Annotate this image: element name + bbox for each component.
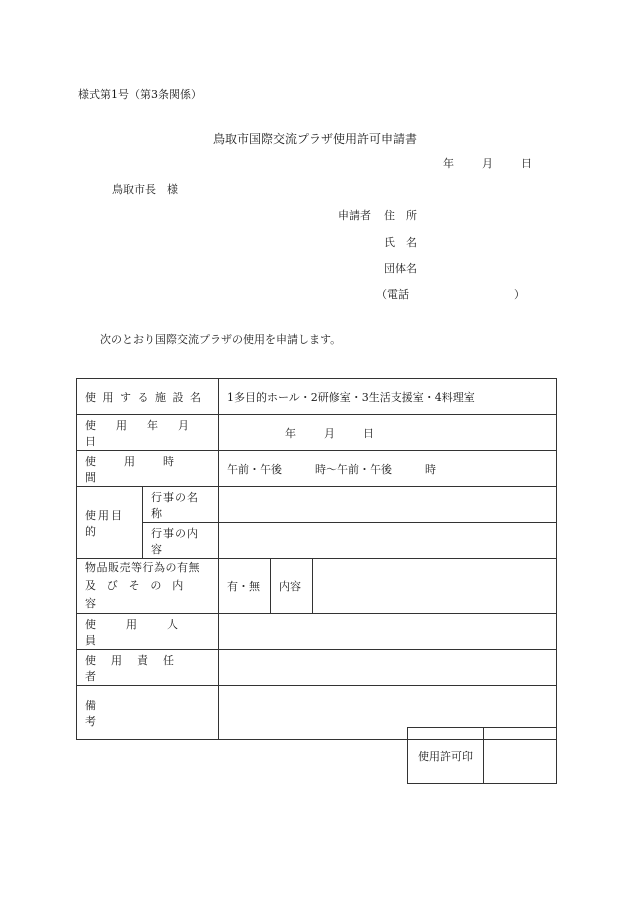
event-name-label: 行事の名称 <box>151 490 199 520</box>
intro-text: 次のとおり国際交流プラザの使用を申請します。 <box>100 333 342 346</box>
permit-stamp-box <box>407 727 557 784</box>
application-table <box>76 378 557 740</box>
responsible-label-cell <box>77 650 219 686</box>
form-title: 鳥取市国際交流プラザ使用許可申請書 <box>212 132 417 146</box>
addressee: 鳥取市長 様 <box>112 183 178 196</box>
date-value-cell[interactable] <box>219 415 557 451</box>
facility-label-cell <box>77 379 219 415</box>
table-row-event-content <box>77 523 557 559</box>
sales-choice: 有・無 <box>227 580 260 593</box>
stamp-row <box>408 728 557 784</box>
stamp-label: 使用許可印 <box>418 749 473 763</box>
purpose-label: 使用目的 <box>85 508 124 538</box>
facility-label <box>85 389 211 405</box>
date-month: 月 <box>482 157 493 170</box>
sales-label-line2: 及びその内容 <box>85 579 194 610</box>
table-row-time <box>77 451 557 487</box>
time-value-cell[interactable] <box>219 451 557 487</box>
date-year: 年 <box>443 157 454 170</box>
table-row-responsible <box>77 650 557 686</box>
applicant-label: 申請者 <box>338 209 371 222</box>
date-label: 使用年月日 <box>85 418 209 448</box>
remarks-label: 備考 <box>85 698 193 728</box>
stamp-area[interactable] <box>484 728 557 784</box>
time-options: 午前・午後 時～午前・午後 時 <box>227 462 436 476</box>
table-row-event-name <box>77 487 557 523</box>
sales-label-line1: 物品販売等行為の有無 <box>85 561 200 574</box>
submission-date <box>443 155 532 171</box>
date-day: 日 <box>521 157 532 170</box>
people-value-cell[interactable] <box>219 614 557 650</box>
time-label: 使用時間 <box>85 454 202 484</box>
sales-label-cell <box>77 559 219 614</box>
usage-year: 年 <box>285 426 296 440</box>
applicant-name-label: 氏 名 <box>384 236 417 249</box>
time-label-cell <box>77 451 219 487</box>
table-row-sales <box>77 559 557 614</box>
usage-day: 日 <box>363 426 374 440</box>
responsible-value-cell[interactable] <box>219 650 557 686</box>
purpose-label-cell <box>77 487 143 559</box>
table-row-facility <box>77 379 557 415</box>
sales-content-label: 内容 <box>279 580 301 593</box>
facility-label-text: 使用する施設名 <box>85 390 208 404</box>
sales-content-label-cell <box>271 559 313 614</box>
table-row-people <box>77 614 557 650</box>
applicant-address-label: 住 所 <box>384 209 417 222</box>
stamp-label-cell <box>408 728 484 784</box>
people-label-cell <box>77 614 219 650</box>
event-content-label: 行事の内容 <box>151 526 199 556</box>
remarks-label-cell <box>77 686 219 740</box>
facility-options: 1多目的ホール・2研修室・3生活支援室・4料理室 <box>227 390 475 404</box>
applicant-group-label: 団体名 <box>384 262 417 275</box>
date-label-cell <box>77 415 219 451</box>
sales-choice-cell[interactable] <box>219 559 271 614</box>
event-content-label-cell <box>143 523 219 559</box>
event-content-value-cell[interactable] <box>219 523 557 559</box>
usage-month: 月 <box>324 426 335 440</box>
event-name-value-cell[interactable] <box>219 487 557 523</box>
applicant-phone-label: （電話 <box>376 288 409 301</box>
event-name-label-cell <box>143 487 219 523</box>
applicant-phone-close: ） <box>514 288 525 301</box>
facility-value-cell[interactable] <box>219 379 557 415</box>
people-label: 使用人員 <box>85 617 208 647</box>
responsible-label: 使用責任者 <box>85 653 189 683</box>
form-number: 様式第1号（第3条関係） <box>78 88 202 101</box>
table-row-date <box>77 415 557 451</box>
sales-content-value-cell[interactable] <box>313 559 557 614</box>
